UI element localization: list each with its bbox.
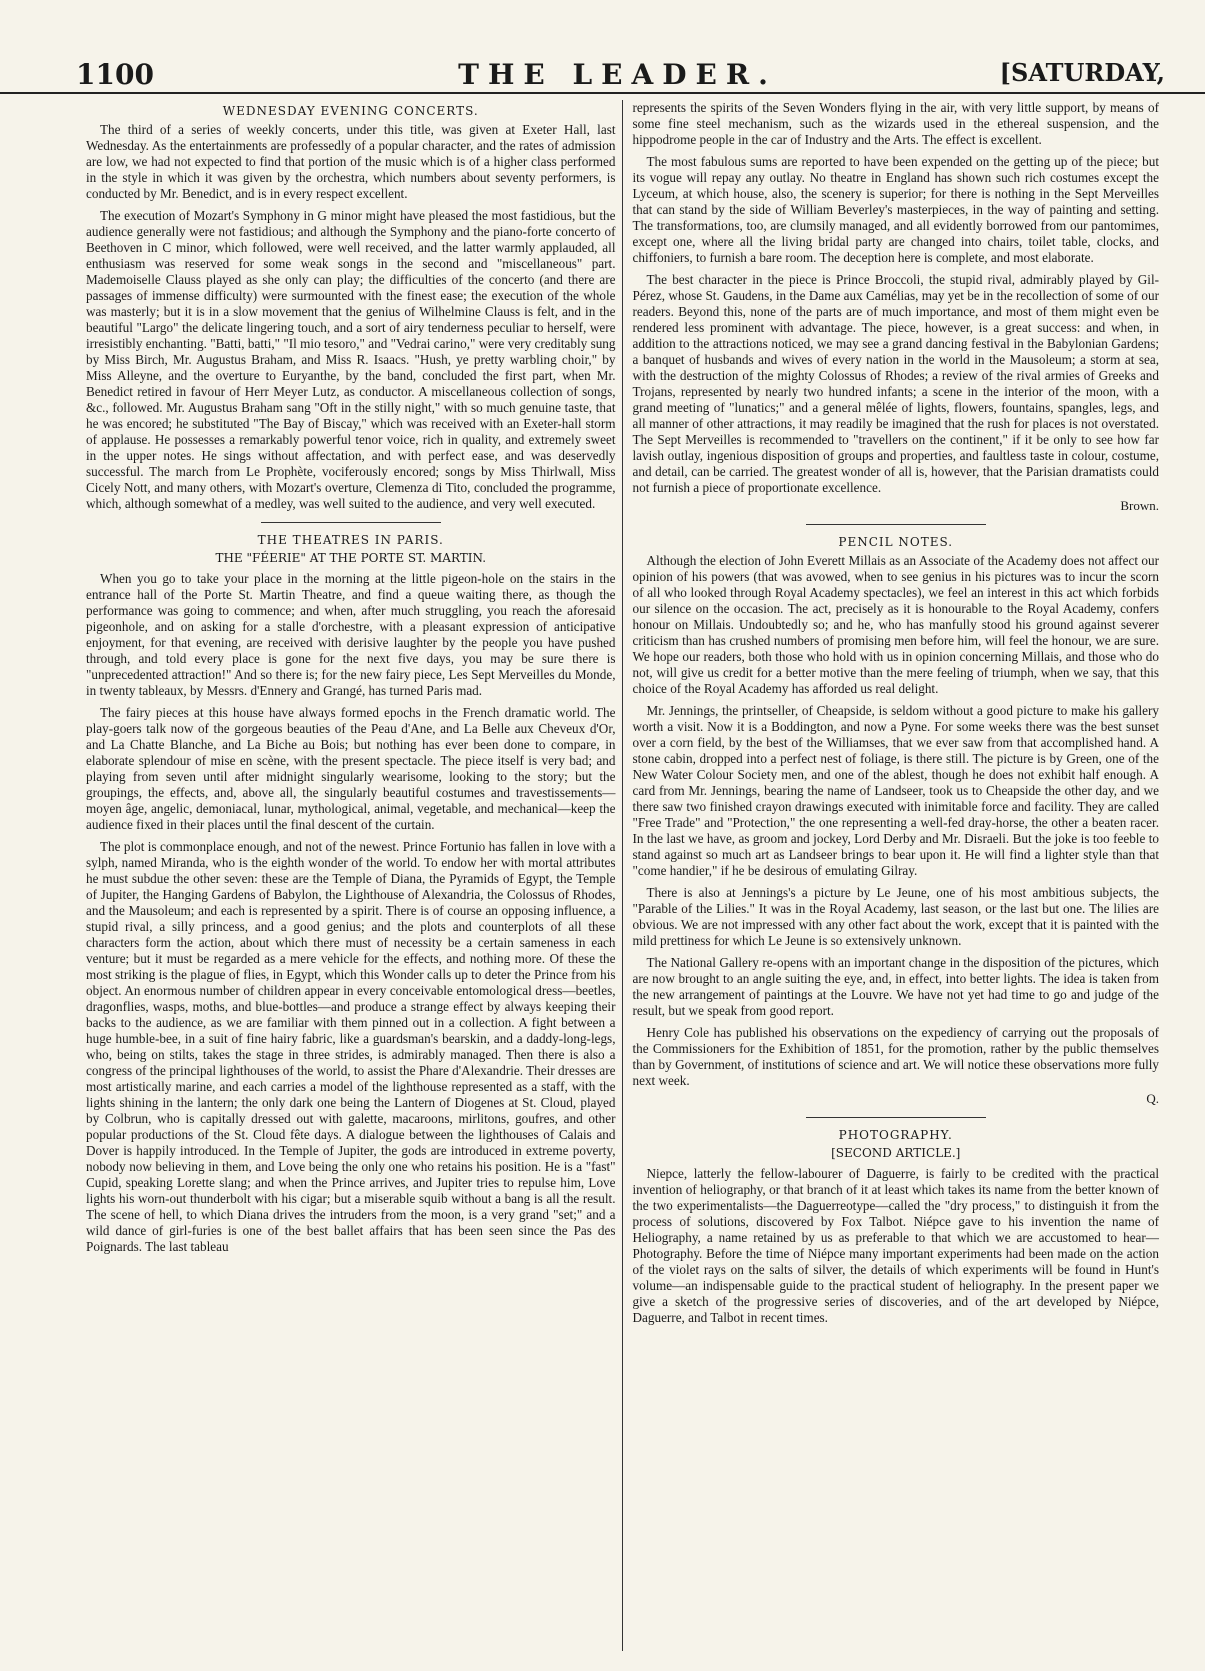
newspaper-title: THE LEADER. [458,58,777,91]
pencil-notes-paragraph-1: Although the election of John Everett Millais as an Associate of the Academy does not affect our opinion of his powers (that was avowed, when to see genius in his pictures was to incur the scorn of all who looked through Royal Academy spectacles), we feel an interest in this act which forbids our silence on the occasion. The act, precisely as it is honourable to the Royal Academy, confers honour on Millais. Undoubtedly so; and he, who has manfully stood his ground against severer criticism than has crushed numbers of promising men before him, will feel the honour, we are sure. We hope our readers, both those who hold with us in opinion concerning Millais, and those who do not, will give us credit for a better motive than the mere feeling of triumph, when we say, that this choice of the Royal Academy has afforded us real delight. [632,553,1159,696]
article-columns [80,100,1165,1651]
pencil-notes-signature: Q. [1146,1091,1159,1106]
issue-day: [SATURDAY, [999,58,1165,87]
concerts-paragraph-1: The third of a series of weekly concerts, under this title, was given at Exeter Hall, last Wednesday. As the entertainments are professedly of a popular character, and the rates of admission are low, we had not expected to find that portion of the music which is of a higher class performed in the style in which it was given by the orchestra, which numbers about seventy performers, is conducted by Mr. Benedict, and is in every respect excellent. [86,122,616,201]
concerts-heading: WEDNESDAY EVENING CONCERTS. [222,104,479,118]
theatres-signature: Brown. [1120,498,1159,513]
theatres-subheading: THE "FÉERIE" AT THE PORTE ST. MARTIN. [215,551,487,565]
photography-subheading: [SECOND ARTICLE.] [831,1146,961,1160]
theatres-paragraph-1: When you go to take your place in the morning at the little pigeon-hole on the stairs in the entrance hall of the Porte St. Martin Theatre, and find a queue waiting there, as though the performance was going to commence; and when, after much struggling, you reach the aforesaid pigeonhole, and on asking for a stalle d'orchestre, with a pleasant expression of anticipative enjoyment, for that evening, are received with derisive laughter by the people you have pushed through, and told every place is gone for the next five days, you may be sure there is "unprecedented attraction!" And so there is; for the new fairy piece, Les Sept Merveilles du Monde, in twenty tableaux, by Messrs. d'Ennery and Grangé, has turned Paris mad. [86,571,616,698]
theatres-paragraph-2: The fairy pieces at this house have always formed epochs in the French dramatic world. The play-goers talk now of the gorgeous beauties of the Peau d'Ane, and La Belle aux Cheveux d'Or, and La Chatte Blanche, and La Biche au Bois; but nothing has ever been done to compare, in elaborate splendour of mise en scène, with the present spectacle. The piece itself is very bad; and playing from seven until after midnight singularly wearisome, looking to the story; but the groupings, the effects, and, above all, the singularly beautiful costumes and travestissements—moyen âge, angelic, demoniacal, lunar, mythological, animal, vegetable, and mechanical—keep the audience fixed in their places until the final descent of the curtain. [86,705,616,832]
section-divider [806,1117,986,1118]
pencil-notes-paragraph-4: The National Gallery re-opens with an important change in the disposition of the pictures, which are now brought to an angle suiting the eye, and, in effect, into better lights. The idea is taken from the new arrangement of paintings at the Louvre. We have not yet had time to go and judge of the result, but we speak from good report. [632,955,1159,1018]
pencil-notes-paragraph-3: There is also at Jennings's a picture by Le Jeune, one of his most ambitious subjects, the "Parable of the Lilies." It was in the Royal Academy, last season, or the last but one. The lilies are obvious. We are not impressed with any other fact about the work, except that it is painted with the mild prettiness for which Le Jeune is so extensively unknown. [632,885,1159,948]
right-column [623,100,1166,1651]
theatres-paragraph-3: The plot is commonplace enough, and not of the newest. Prince Fortunio has fallen in love with a sylph, named Miranda, who is the eighth wonder of the world. To endow her with mortal attributes he must subdue the other seven: these are the Temple of Diana, the Pyramids of Egypt, the Temple of Jupiter, the Hanging Gardens of Babylon, the Lighthouse of Alexandria, the Colossus of Rhodes, and the Mausoleum; and each is represented by a spirit. There is of course an opposing influence, a stupid rival, a silly princess, and a good genius; and the plots and counterplots of all these characters form the action, about which there must of necessity be a certain sameness in each venture; but it must be regarded as a mere vehicle for the effects, and nothing more. Of these the most striking is the plague of flies, in Egypt, which this Wonder calls up to deter the Prince from his object. An enormous number of children appear in every conceivable entomological dress—beetles, dragonflies, wasps, moths, and blue-bottles—and produce a strange effect by always keeping their backs to the audience, as we are familiar with them pinned out in a collection. A fight between a huge humble-bee, in a suit of fine hairy fabric, like a guardsman's bearskin, and a daddy-long-legs, who, being on stilts, takes the stage in three strides, is admirably managed. Then there is also a congress of the principal lighthouses of the world, to assist the Phare d'Alexandrie. Their dresses are most artistically marine, and each carries a model of the lighthouse represented as a staff, with the lights shining in the lantern; the only dark one being the Lantern of Diogenes at St. Cloud, played by Colbrun, who is capitally dressed out with galette, macaroons, mirlitons, goufres, and other popular productions of the St. Cloud fête days. A dialogue between the lighthouses of Calais and Dover is happily introduced. In the Temple of Jupiter, the gods are introduced in extreme poverty, nobody now believing in them, and Love being the only one who retains his position. He is a "fast" Cupid, speaking Lorette slang; and when the Prince arrives, and Jupiter tries to repulse him, Love lights his worn-out thunderbolt with his cigar; but a miserable squib without a bang is all the result. The scene of hell, to which Diana drives the intruders from the moon, is a very grand "set;" and a wild dance of girl-furies is one of the best ballet affairs that has been seen since the Pas des Poignards. The last tableau [86,839,616,1254]
section-divider [261,522,441,523]
concerts-paragraph-2: The execution of Mozart's Symphony in G minor might have pleased the most fastidious, but the audience generally were not fastidious; and although the Symphony and the piano-forte concerto of Beethoven in C minor, which followed, were well received, and the latter warmly applauded, all enthusiasm was reserved for some weak songs in the second and "miscellaneous" part. Mademoiselle Clauss played as she only can play; the difficulties of the concerto (and there are passages of immense difficulty) were surmounted with the finest ease; the execution of the whole was masterly; but it is in a slow movement that the genius of Wilhelmine Clauss is felt, and in the beautiful "Largo" the delicate lingering touch, and a sort of airy tenderness peculiar to herself, were irresistibly enchanting. "Batti, batti," "Il mio tesoro," and "Vedrai carino," were very creditably sung by Miss Birch, Mr. Augustus Braham, and Miss R. Isaacs. "Hush, ye pretty warbling choir," by Miss Alleyne, and the overture to Euryanthe, by the band, concluded the first part, when Mr. Benedict retired in favour of Herr Meyer Lutz, as conductor. A miscellaneous collection of songs, &c., followed. Mr. Augustus Braham sang "Oft in the stilly night," with so much genuine taste, that he was encored; he substituted "The Bay of Biscay," which was received with an Exeter-hall storm of applause. He possesses a remarkably powerful tenor voice, rich in quality, and extremely sweet in the upper notes. He sings without affectation, and with perfect ease, and was deservedly successful. The march from Le Prophète, vociferously encored; songs by Miss Thirlwall, Miss Cicely Nott, and many others, with Mozart's overture, Clemenza di Tito, concluded the programme, which, although somewhat of a medley, was well suited to the audience, and very well executed. [86,208,616,511]
theatres-continued-paragraph-2: The most fabulous sums are reported to have been expended on the getting up of the piece; but its vogue will repay any outlay. No theatre in England has shown such rich costumes except the Lyceum, at which house, also, the scenery is superior; for there is nothing in the Sept Merveilles that can stand by the side of William Beverley's masterpieces, in the way of painting and setting. The transformations, too, are clumsily managed, and all evidently borrowed from our pantomimes, except one, where all the living bridal party are changed into chairs, toilet table, clocks, and chiffoniers, to furnish a bare room. The deception here is complete, and most elaborate. [632,154,1159,265]
section-divider [806,524,986,525]
theatres-continued-paragraph-3: The best character in the piece is Prince Broccoli, the stupid rival, admirably played by Gil-Pérez, whose St. Gaudens, in the Dame aux Camélias, may yet be in the recollection of some of our readers. Beyond this, none of the parts are of much importance, and most of them might even be rendered less prominent with advantage. The piece, however, is a great success: and when, in addition to the attractions noticed, we may see a grand dancing festival in the Babylonian Gardens; a banquet of husbands and wives of every nation in the world in the Mausoleum; a storm at sea, with the destruction of the mighty Colossus of Rhodes; a review of the rival armies of Greeks and Trojans, represented by nearly two hundred infants; a scene in the interior of the moon, with a grand meeting of "lunatics;" and a general mêlée of lights, flowers, fountains, spangles, legs, and all manner of other attractions, it may readily be imagined that the rush for places is not overstated. The Sept Merveilles is recommended to "travellers on the continent," if it be only to see how far lavish outlay, ingenious disposition of groups and properties, and faultless taste in colour, costume, and detail, can be carried. The greatest wonder of all is, however, that the Parisian dramatists could not furnish a piece of proportionate excellence. [632,272,1159,495]
pencil-notes-paragraph-2: Mr. Jennings, the printseller, of Cheapside, is seldom without a good picture to make his gallery worth a visit. Now it is a Boddington, and now a Pyne. For some weeks there was the best sunset over a corn field, by the best of the Williamses, that we ever saw from that accomplished hand. A stone cabin, dropped into a perfect nest of foliage, is there still. The picture is by Green, one of the New Water Colour Society men, and one of the ablest, though he does not exhibit half enough. A card from Mr. Jennings, bearing the name of Landseer, took us to Cheapside the other day, and we there saw two finished crayon drawings executed with inimitable force and facility. They are called "Free Trade" and "Protection," the one representing a well-fed dray-horse, the other a beaten racer. In the last we have, as groom and jockey, Lord Derby and Mr. Disraeli. But the joke is too feeble to stand against so much art as Landseer brings to bear upon it. He will find a lighter style than that "come handier," if he be desirous of emulating Gilray. [632,703,1159,878]
masthead [70,0,1165,91]
theatres-continued-paragraph-1: represents the spirits of the Seven Wonders flying in the air, with very little support, by means of some fine steel mechanism, such as the wizards used in the ethereal suspension, and the hippodrome people in the car of Industry and the Arts. The effect is excellent. [632,100,1159,147]
pencil-notes-heading: PENCIL NOTES. [838,535,954,549]
photography-paragraph-1: Niepce, latterly the fellow-labourer of Daguerre, is fairly to be credited with the practical invention of heliography, or that branch of it at least which takes its name from the better known of the two experimentalists—the Daguerreotype—called the "dry process," to distinguish it from the process of solutions, discovered by Fox Talbot. Niépce gave to his invention the name of Heliography, a name retained by us as preferable to that which we are accustomed to hear—Photography. Before the time of Niépce many important experiments had been made on the action of the violet rays on the salts of silver, the details of which experiments will be found in Hunt's volume—an indispensable guide to the practical student of heliography. In the present paper we give a sketch of the progressive series of discoveries, and of the art developed by Niépce, Daguerre, and Talbot in recent times. [632,1166,1159,1325]
left-column [80,100,623,1651]
photography-heading: PHOTOGRAPHY. [838,1128,953,1142]
pencil-notes-paragraph-5: Henry Cole has published his observations on the expediency of carrying out the proposals of the Commissioners for the Exhibition of 1851, for the promotion, rather by the public themselves than by Government, of institutions of science and art. We will notice these observations more fully next week. [632,1025,1159,1088]
masthead-rule [0,92,1205,94]
theatres-heading: THE THEATRES IN PARIS. [257,533,444,547]
page-number: 1100 [76,58,154,91]
